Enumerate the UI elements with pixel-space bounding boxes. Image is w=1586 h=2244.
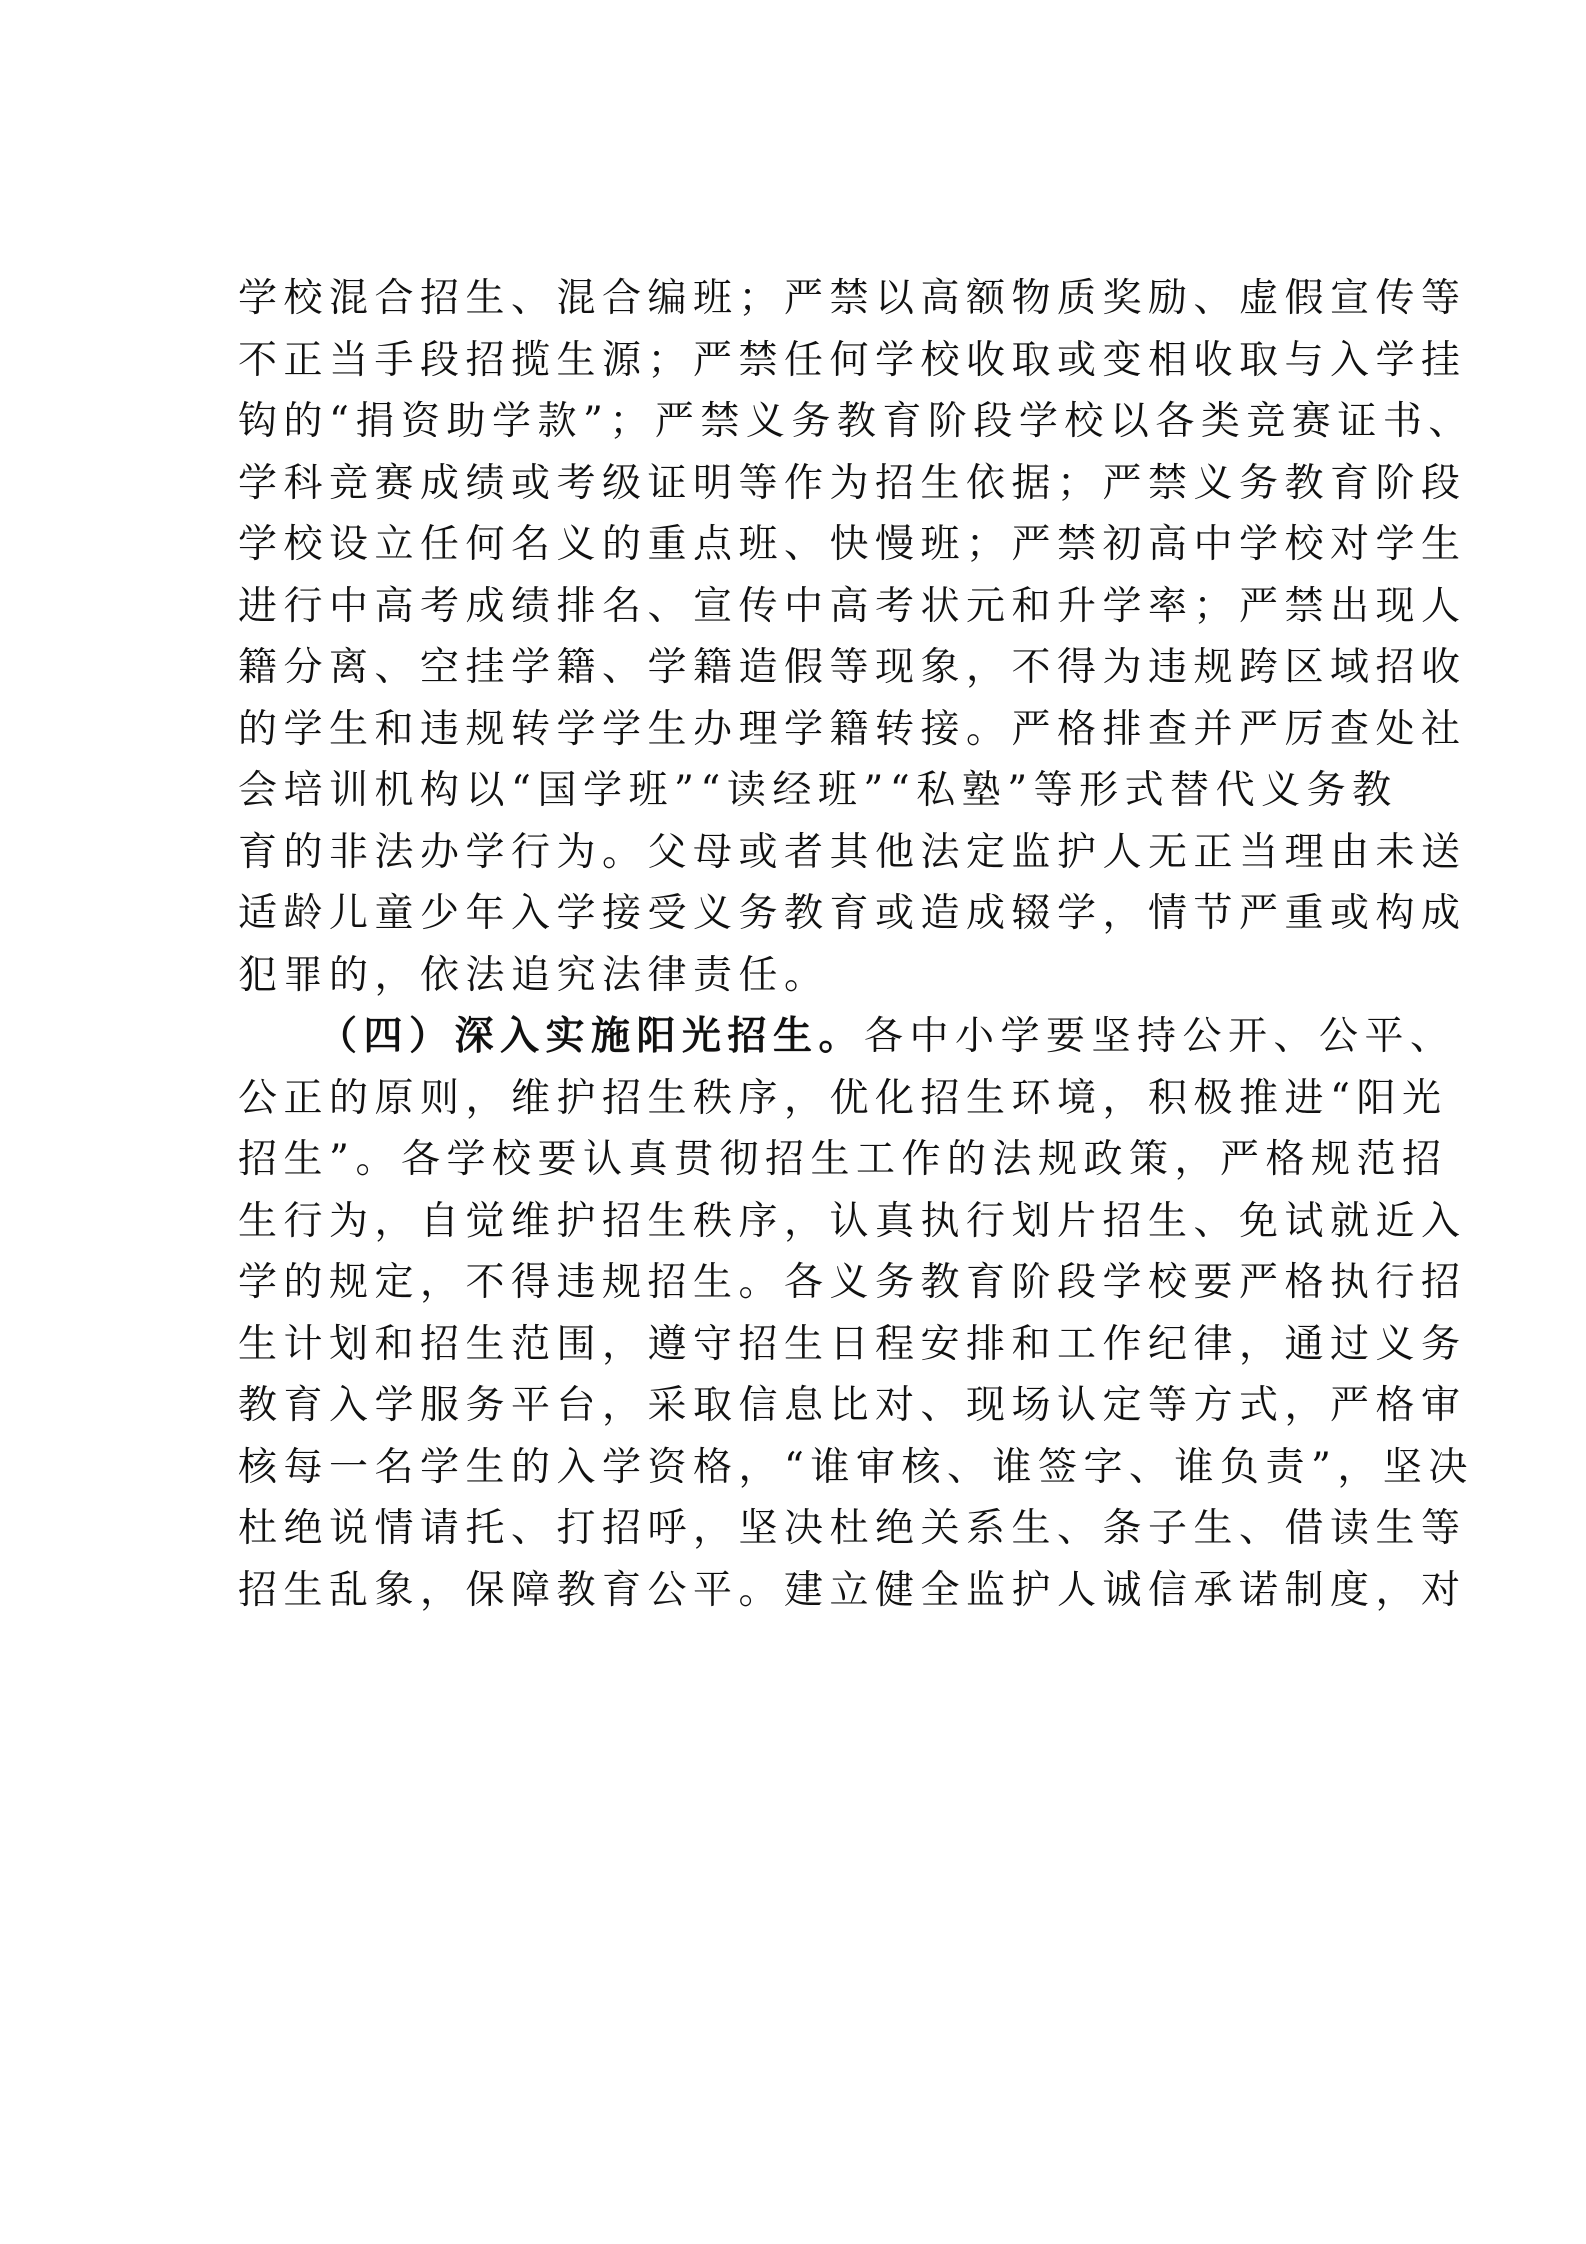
text-line: 学校混合招生、混合编班；严禁以高额物质奖励、虚假宣传等 bbox=[238, 276, 1467, 321]
text-line: 钩的“捐资助学款”；严禁义务教育阶段学校以各类竞赛证书、 bbox=[238, 399, 1474, 444]
text-line: 学的规定，不得违规招生。各义务教育阶段学校要严格执行招 bbox=[238, 1260, 1467, 1305]
text-line: 生行为，自觉维护招生秩序，认真执行划片招生、免试就近入 bbox=[238, 1198, 1467, 1244]
text-line: 招生乱象，保障教育公平。建立健全监护人诚信承诺制度，对 bbox=[238, 1567, 1467, 1613]
text-line-rest: 各中小学要坚持公开、公平、 bbox=[864, 1014, 1456, 1059]
text-line: 杜绝说情请托、打招呼，坚决杜绝关系生、条子生、借读生等 bbox=[238, 1506, 1467, 1551]
text-line: 不正当手段招揽生源；严禁任何学校收取或变相收取与入学挂 bbox=[238, 337, 1467, 383]
text-line: 的学生和违规转学学生办理学籍转接。严格排查并严厉查处社 bbox=[238, 706, 1467, 752]
text-line: 公正的原则，维护招生秩序，优化招生环境，积极推进“阳光 bbox=[238, 1075, 1448, 1121]
text-line: 生计划和招生范围，遵守招生日程安排和工作纪律，通过义务 bbox=[238, 1321, 1467, 1367]
text-line: 教育入学服务平台，采取信息比对、现场认定等方式，严格审 bbox=[238, 1383, 1467, 1428]
body-text bbox=[238, 268, 1474, 1621]
text-line: 学科竞赛成绩或考级证明等作为招生依据；严禁义务教育阶段 bbox=[238, 460, 1467, 506]
text-line: 进行中高考成绩排名、宣传中高考状元和升学率；严禁出现人 bbox=[238, 583, 1467, 629]
section-heading: （四）深入实施阳光招生。 bbox=[318, 1013, 865, 1059]
text-line: 育的非法办学行为。父母或者其他法定监护人无正当理由未送 bbox=[238, 829, 1467, 875]
text-line: 犯罪的，依法追究法律责任。 bbox=[238, 952, 830, 998]
text-line: 会培训机构以“国学班”“读经班”“私塾”等形式替代义务教 bbox=[238, 768, 1398, 813]
text-line: 适龄儿童少年入学接受义务教育或造成辍学，情节严重或构成 bbox=[238, 891, 1467, 936]
text-line: 核每一名学生的入学资格，“谁审核、谁签字、谁负责”，坚决 bbox=[238, 1444, 1474, 1490]
paragraph-2 bbox=[238, 1006, 1474, 1621]
paragraph-1 bbox=[238, 268, 1474, 1006]
text-line: 籍分离、空挂学籍、学籍造假等现象，不得为违规跨区域招收 bbox=[238, 645, 1467, 690]
text-line: 招生”。各学校要认真贯彻招生工作的法规政策，严格规范招 bbox=[238, 1137, 1448, 1182]
text-line: 学校设立任何名义的重点班、快慢班；严禁初高中学校对学生 bbox=[238, 522, 1467, 567]
text-line-first bbox=[238, 1006, 1456, 1068]
